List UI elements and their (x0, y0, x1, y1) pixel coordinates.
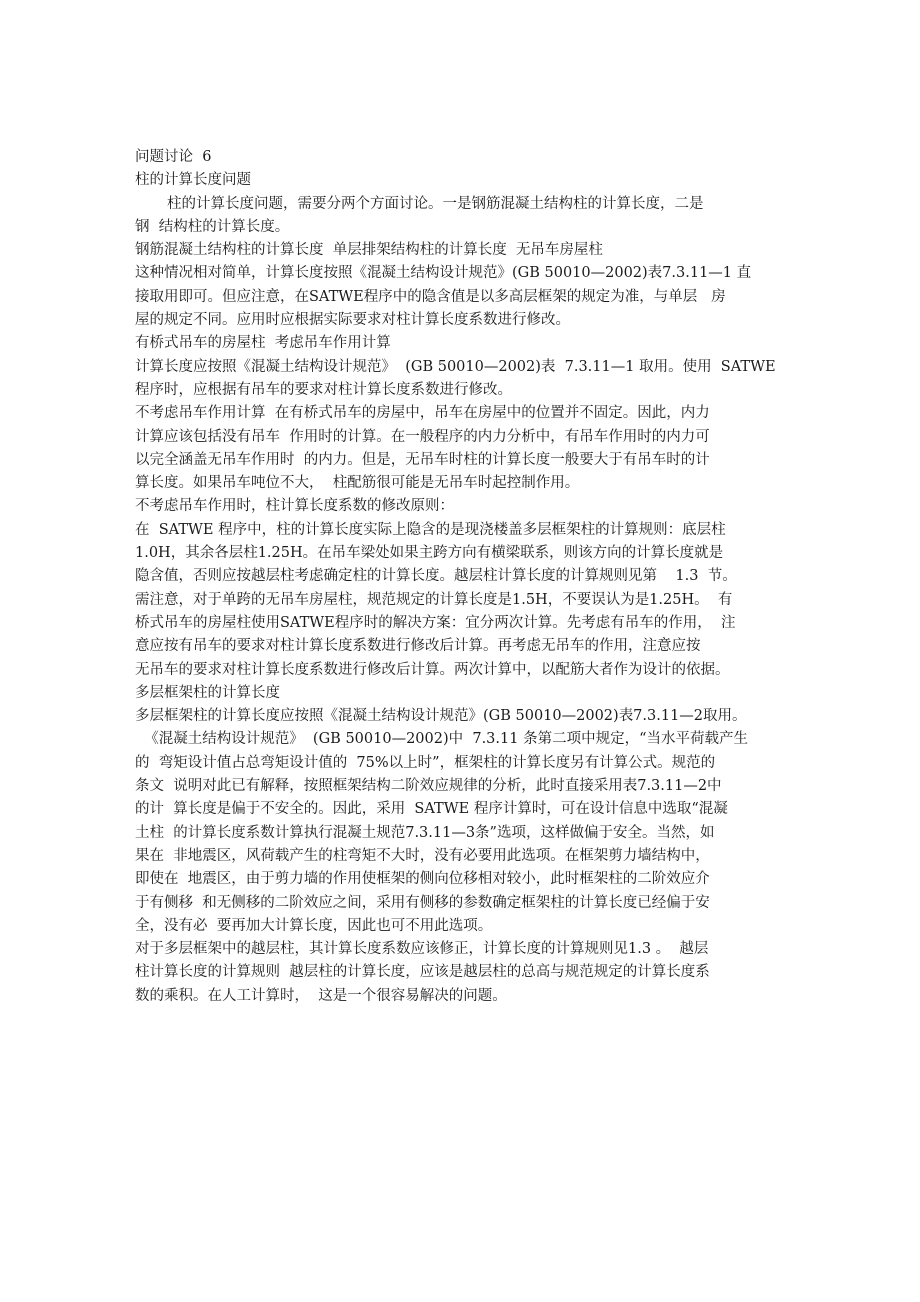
text-line: 条文 说明对此已有解释，按照框架结构二阶效应规律的分析，此时直接采用表7.3.11—2中 (135, 778, 722, 795)
section-heading: 有桥式吊车的房屋柱 考虑吊车作用计算 (135, 335, 391, 352)
text-line: 对于多层框架中的越层柱，其计算长度系数应该修正，计算长度的计算规则见1.3 。 越层 (135, 941, 709, 958)
text-line: 不考虑吊车作用时，柱计算长度系数的修改原则： (135, 498, 454, 515)
text-line: 计算长度应按照《混凝土结构设计规范》 (GB 50010—2002)表 7.3.11—1 取用。使用 SATWE (135, 358, 776, 375)
text-line: 全，没有必 要再加大计算长度，因此也可不用此选项。 (135, 917, 493, 934)
text-line: 多层框架柱的计算长度应按照《混凝土结构设计规范》(GB 50010—2002)表7.3.11—2取用。 (135, 708, 747, 725)
text-line: 的 弯矩设计值占总弯矩设计值的 75%以上时”，框架柱的计算长度另有计算公式。规范的 (135, 754, 716, 771)
text-line: 柱计算长度的计算规则 越层柱的计算长度，应该是越层柱的总高与规范规定的计算长度系 (135, 964, 710, 981)
text-line: 《混凝土结构设计规范》 (GB 50010—2002)中 7.3.11 条第二项中规定，“当水平荷载产生 (135, 731, 748, 748)
text-line: 在 SATWE 程序中，柱的计算长度实际上隐含的是现浇楼盖多层框架柱的计算规则：底层柱 (135, 521, 726, 538)
text-line: 即使在 地震区，由于剪力墙的作用使框架的侧向位移相对较小，此时框架柱的二阶效应介 (135, 871, 710, 888)
text-line: 接取用即可。但应注意，在SATWE程序中的隐含值是以多高层框架的规定为准，与单层 房 (135, 288, 726, 305)
text-line: 屋的规定不同。应用时应根据实际要求对柱计算长度系数进行修改。 (135, 312, 570, 329)
text-line: 需注意，对于单跨的无吊车房屋柱，规范规定的计算长度是1.5H，不要误认为是1.25H。 有 (135, 591, 733, 608)
text-line: 土柱 的计算长度系数计算执行混凝土规范7.3.11—3条”选项，这样做偏于安全。当然，如 (135, 824, 715, 841)
text-line: 果在 非地震区，风荷载产生的柱弯矩不大时，没有必要用此选项。在框架剪力墙结构中， (135, 847, 710, 864)
text-line: 的计 算长度是偏于不安全的。因此，采用 SATWE 程序计算时，可在设计信息中选取“混凝 (135, 801, 728, 818)
text-line: 桥式吊车的房屋柱使用SATWE程序时的解决方案：宜分两次计算。先考虑有吊车的作用， 注 (135, 614, 736, 631)
text-line: 无吊车的要求对柱计算长度系数进行修改后计算。两次计算中，以配筋大者作为设计的依据。 (135, 661, 730, 678)
doc-subheading: 柱的计算长度问题 (135, 172, 251, 189)
text-line: 数的乘积。在人工计算时， 这是一个很容易解决的问题。 (135, 987, 507, 1004)
text-line: 计算应该包括没有吊车 作用时的计算。在一般程序的内力分析中，有吊车作用时的内力可 (135, 428, 710, 445)
doc-heading: 问题讨论 6 (135, 149, 212, 165)
text-line: 1.0H，其余各层柱1.25H。在吊车梁处如果主跨方向有横梁联系，则该方向的计算长度就是 (135, 545, 724, 562)
text-line: 这种情况相对简单，计算长度按照《混凝土结构设计规范》(GB 50010—2002)表7.3.11—1 直 (135, 265, 752, 282)
document-body (135, 146, 800, 1008)
text-line: 以完全涵盖无吊车作用时 的内力。但是，无吊车时柱的计算长度一般要大于有吊车时的计 (135, 451, 710, 468)
text-line: 于有侧移 和无侧移的二阶效应之间，采用有侧移的参数确定框架柱的计算长度已经偏于安 (135, 894, 710, 911)
section-heading: 多层框架柱的计算长度 (135, 684, 280, 701)
section-heading: 钢筋混凝土结构柱的计算长度 单层排架结构柱的计算长度 无吊车房屋柱 (135, 242, 603, 259)
text-line: 意应按有吊车的要求对柱计算长度系数进行修改后计算。再考虑无吊车的作用，注意应按 (135, 638, 701, 655)
text-line: 程序时，应根据有吊车的要求对柱计算长度系数进行修改。 (135, 381, 512, 398)
text-line: 不考虑吊车作用计算 在有桥式吊车的房屋中，吊车在房屋中的位置并不固定。因此，内力 (135, 405, 710, 422)
text-line: 钢 结构柱的计算长度。 (135, 218, 290, 235)
text-line: 柱的计算长度问题，需要分两个方面讨论。一是钢筋混凝土结构柱的计算长度，二是 (167, 195, 704, 212)
text-line: 算长度。如果吊车吨位不大， 柱配筋很可能是无吊车时起控制作用。 (135, 475, 580, 492)
text-line: 隐含值，否则应按越层柱考虑确定柱的计算长度。越层柱计算长度的计算规则见第 1.3 节。 (135, 568, 737, 585)
